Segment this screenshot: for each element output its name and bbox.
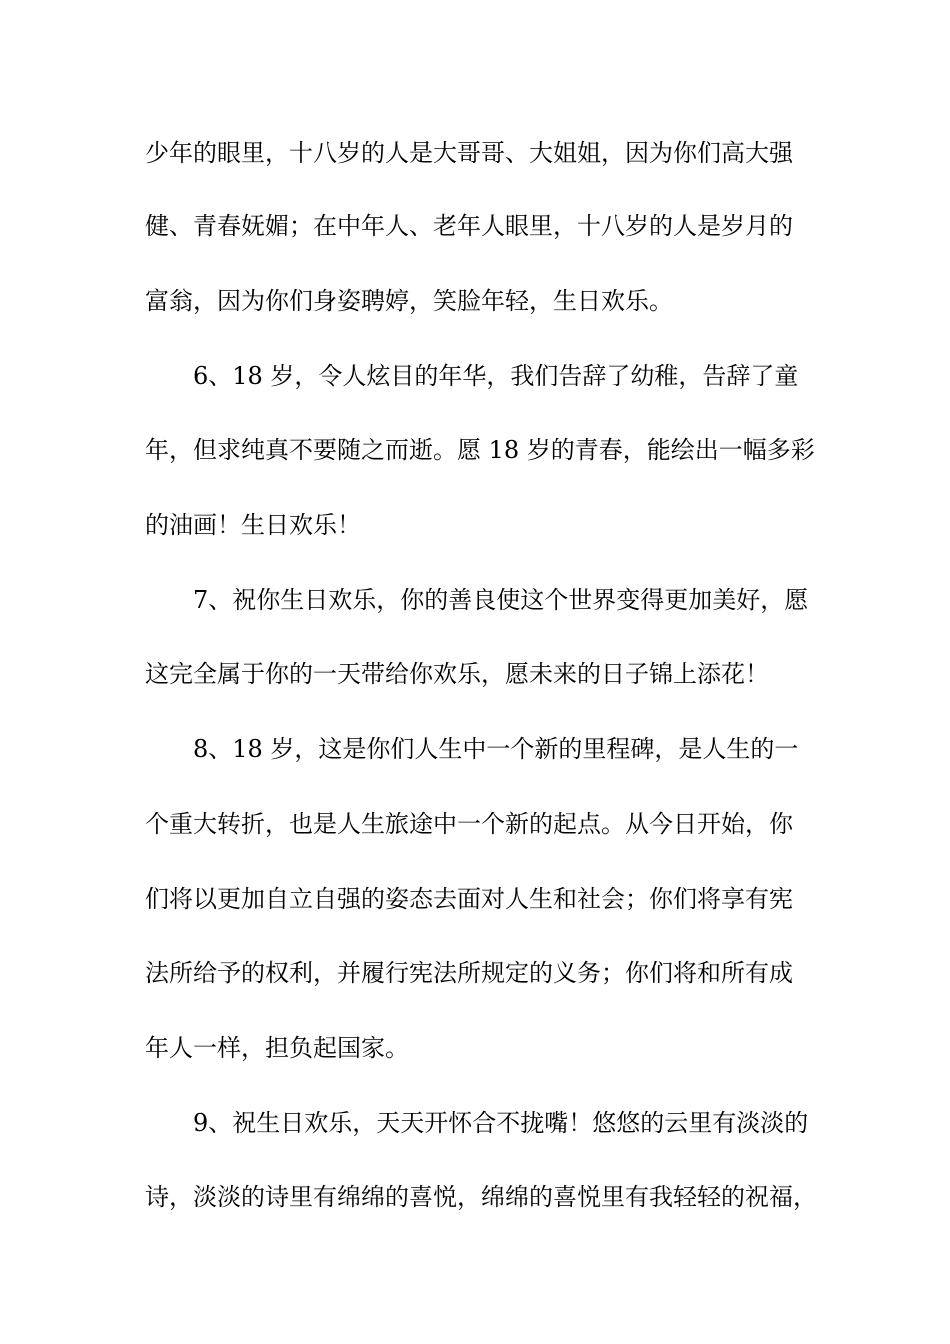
text-line: 诗，淡淡的诗里有绵绵的喜悦，绵绵的喜悦里有我轻轻的祝福， <box>145 1183 817 1211</box>
text-line: 这完全属于你的一天带给你欢乐，愿未来的日子锦上添花！ <box>145 660 769 688</box>
paragraph-7-start: 7、祝你生日欢乐，你的善良使这个世界变得更加美好，愿 <box>193 586 809 614</box>
paragraph-9-start: 9、祝生日欢乐，天天开怀合不拢嘴！悠悠的云里有淡淡的 <box>193 1109 809 1137</box>
paragraph-8-start: 8、18 岁，这是你们人生中一个新的里程碑，是人生的一 <box>193 735 799 763</box>
text-line: 健、青春妩媚；在中年人、老年人眼里，十八岁的人是岁月的 <box>145 212 793 240</box>
paragraph-6-start: 6、18 岁，令人炫目的年华，我们告辞了幼稚，告辞了童 <box>193 362 799 390</box>
text-line: 个重大转折，也是人生旅途中一个新的起点。从今日开始，你 <box>145 810 793 838</box>
text-line: 们将以更加自立自强的姿态去面对人生和社会；你们将享有宪 <box>145 885 793 913</box>
text-line: 年人一样，担负起国家。 <box>145 1034 409 1062</box>
text-line: 的油画！生日欢乐！ <box>145 511 361 539</box>
text-line: 法所给予的权利，并履行宪法所规定的义务；你们将和所有成 <box>145 959 793 987</box>
text-line: 年，但求纯真不要随之而逝。愿 18 岁的青春，能绘出一幅多彩 <box>145 436 815 464</box>
text-line: 少年的眼里，十八岁的人是大哥哥、大姐姐，因为你们高大强 <box>145 139 793 167</box>
text-line: 富翁，因为你们身姿聘婷，笑脸年轻，生日欢乐。 <box>145 287 673 315</box>
